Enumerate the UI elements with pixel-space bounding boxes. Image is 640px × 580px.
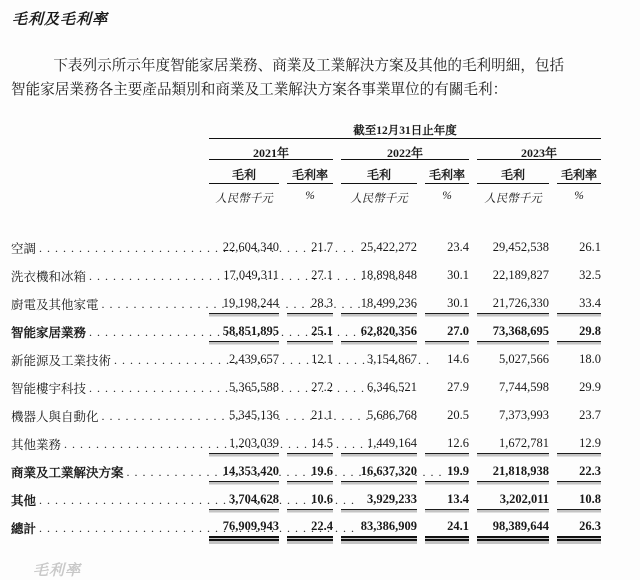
value-cell: 25.1 xyxy=(287,321,333,342)
value-cell: 30.1 xyxy=(425,293,469,314)
value-cell: 32.5 xyxy=(579,268,601,282)
row-label xyxy=(11,377,201,398)
value-cell: 5,027,566 xyxy=(499,352,549,366)
value-cell: 18,898,848 xyxy=(360,268,417,282)
row-label-text: 其他 xyxy=(11,493,37,508)
table-header-units-row xyxy=(0,184,640,204)
row-label xyxy=(11,405,201,426)
value-cell: 3,929,233 xyxy=(341,489,417,510)
value-cell: 19,198,244 xyxy=(209,293,279,314)
value-cell: 10.8 xyxy=(557,489,601,510)
value-cell: 1,449,164 xyxy=(341,433,417,454)
unit-percent: % xyxy=(305,190,315,202)
table-row-smart-building-tech xyxy=(0,377,640,405)
value-cell: 26.1 xyxy=(579,240,601,254)
value-cell: 12.9 xyxy=(557,433,601,454)
value-cell: 12.1 xyxy=(311,352,333,366)
table-row-new-energy-industrial-tech xyxy=(0,349,640,377)
value-cell: 2,439,657 xyxy=(229,352,279,366)
value-cell: 27.2 xyxy=(311,380,333,394)
value-cell: 83,386,909 xyxy=(341,517,417,538)
value-cell: 58,851,895 xyxy=(209,321,279,342)
table-row-others-subtotal xyxy=(0,489,640,517)
value-cell: 25,422,272 xyxy=(360,240,417,254)
value-cell: 30.1 xyxy=(447,268,469,282)
value-cell: 28.3 xyxy=(287,293,333,314)
col-header-gross-profit-margin: 毛利率 xyxy=(287,160,333,184)
value-cell: 21.7 xyxy=(311,240,333,254)
row-label-text: 空調 xyxy=(11,241,37,256)
row-label-text: 商業及工業解決方案 xyxy=(11,465,124,480)
row-label xyxy=(11,489,201,510)
row-label xyxy=(11,293,201,314)
table-row-robotics-automation xyxy=(0,405,640,433)
row-label-text: 智能樓宇科技 xyxy=(11,381,87,396)
row-label-text: 新能源及工業技術 xyxy=(11,353,112,368)
value-cell: 13.4 xyxy=(425,489,469,510)
table-row-washing-machines-refrigerators xyxy=(0,265,640,293)
row-label xyxy=(11,461,201,482)
value-cell: 14.6 xyxy=(447,352,469,366)
value-cell: 26.3 xyxy=(557,517,601,538)
row-label xyxy=(11,237,201,258)
table-header-years-row xyxy=(0,139,640,160)
value-cell: 22,189,827 xyxy=(492,268,549,282)
unit-currency: 人民幣千元 xyxy=(215,193,273,205)
value-cell: 23.7 xyxy=(579,408,601,422)
table-header-columns-row xyxy=(0,160,640,184)
value-cell: 27.9 xyxy=(447,380,469,394)
value-cell: 5,345,136 xyxy=(229,408,279,422)
table-row-total xyxy=(0,517,640,545)
value-cell: 24.1 xyxy=(425,517,469,538)
value-cell: 18.0 xyxy=(579,352,601,366)
row-label-text: 廚電及其他家電 xyxy=(11,297,99,312)
unit-currency: 人民幣千元 xyxy=(350,193,408,205)
row-label xyxy=(11,265,201,286)
value-cell: 6,346,521 xyxy=(367,380,417,394)
unit-percent: % xyxy=(574,190,584,202)
unit-percent: % xyxy=(442,190,452,202)
value-cell: 22.3 xyxy=(557,461,601,482)
row-label xyxy=(11,517,201,538)
table-row-smart-home-business-subtotal xyxy=(0,321,640,349)
value-cell: 12.6 xyxy=(425,433,469,454)
unit-currency: 人民幣千元 xyxy=(484,193,542,205)
value-cell: 73,368,695 xyxy=(477,321,549,342)
value-cell: 3,202,011 xyxy=(477,489,549,510)
table-header-period-row xyxy=(0,122,640,139)
col-header-gross-profit: 毛利 xyxy=(477,160,549,184)
col-header-gross-profit-margin: 毛利率 xyxy=(557,160,601,184)
value-cell: 1,672,781 xyxy=(477,433,549,454)
value-cell: 10.6 xyxy=(287,489,333,510)
value-cell: 3,704,628 xyxy=(209,489,279,510)
row-label-text: 其他業務 xyxy=(11,437,62,452)
table-row-air-conditioners xyxy=(0,237,640,265)
section-title: 毛利及毛利率 xyxy=(12,12,109,28)
value-cell: 27.0 xyxy=(425,321,469,342)
row-label xyxy=(11,321,201,342)
year-header-2023: 2023年 xyxy=(477,139,601,160)
value-cell: 23.4 xyxy=(447,240,469,254)
document-page xyxy=(0,8,640,579)
col-header-gross-profit-margin: 毛利率 xyxy=(425,160,469,184)
value-cell: 20.5 xyxy=(447,408,469,422)
row-label xyxy=(11,349,201,370)
table-row-commercial-industrial-solutions-subtotal xyxy=(0,461,640,489)
intro-line: 智能家居業務各主要產品類別和商業及工業解決方案各事業單位的有關毛利： xyxy=(11,81,508,98)
value-cell: 98,389,644 xyxy=(477,517,549,538)
row-label-text: 總計 xyxy=(11,521,37,536)
value-cell: 14.5 xyxy=(287,433,333,454)
row-label xyxy=(11,433,201,454)
year-header-2022: 2022年 xyxy=(341,139,469,160)
value-cell: 21,726,330 xyxy=(477,293,549,314)
value-cell: 21.1 xyxy=(311,408,333,422)
value-cell: 19.6 xyxy=(287,461,333,482)
intro-paragraph xyxy=(11,55,632,102)
value-cell: 21,818,938 xyxy=(477,461,549,482)
value-cell: 22.4 xyxy=(287,517,333,538)
gross-profit-table xyxy=(0,122,640,545)
value-cell: 7,744,598 xyxy=(499,380,549,394)
value-cell: 14,353,420 xyxy=(209,461,279,482)
row-label-text: 機器人與自動化 xyxy=(11,409,99,424)
value-cell: 7,373,993 xyxy=(499,408,549,422)
value-cell: 29.9 xyxy=(579,380,601,394)
value-cell: 3,154,867 xyxy=(367,352,417,366)
table-body xyxy=(0,237,640,545)
intro-line: 下表列示所示年度智能家居業務、商業及工業解決方案及其他的毛利明細，包括 xyxy=(53,58,565,74)
year-header-2021: 2021年 xyxy=(209,139,333,160)
value-cell: 17,049,311 xyxy=(223,268,279,282)
value-cell: 33.4 xyxy=(557,293,601,314)
value-cell: 29.8 xyxy=(557,321,601,342)
next-section-heading-clipped: 毛利率 xyxy=(33,563,82,579)
value-cell: 29,452,538 xyxy=(492,240,549,254)
value-cell: 76,909,943 xyxy=(209,517,279,538)
period-header: 截至12月31日止年度 xyxy=(209,122,601,139)
col-header-gross-profit: 毛利 xyxy=(341,160,417,184)
row-label-text: 智能家居業務 xyxy=(11,325,87,340)
row-label-text: 洗衣機和冰箱 xyxy=(11,269,87,284)
value-cell: 18,499,236 xyxy=(341,293,417,314)
value-cell: 1,203,039 xyxy=(209,433,279,454)
value-cell: 19.9 xyxy=(425,461,469,482)
value-cell: 5,686,768 xyxy=(367,408,417,422)
table-row-other-businesses xyxy=(0,433,640,461)
table-row-kitchen-other-appliances xyxy=(0,293,640,321)
value-cell: 22,604,340 xyxy=(222,240,279,254)
value-cell: 5,365,588 xyxy=(229,380,279,394)
value-cell: 27.1 xyxy=(311,268,333,282)
value-cell: 16,637,320 xyxy=(341,461,417,482)
col-header-gross-profit: 毛利 xyxy=(209,160,279,184)
value-cell: 62,820,356 xyxy=(341,321,417,342)
